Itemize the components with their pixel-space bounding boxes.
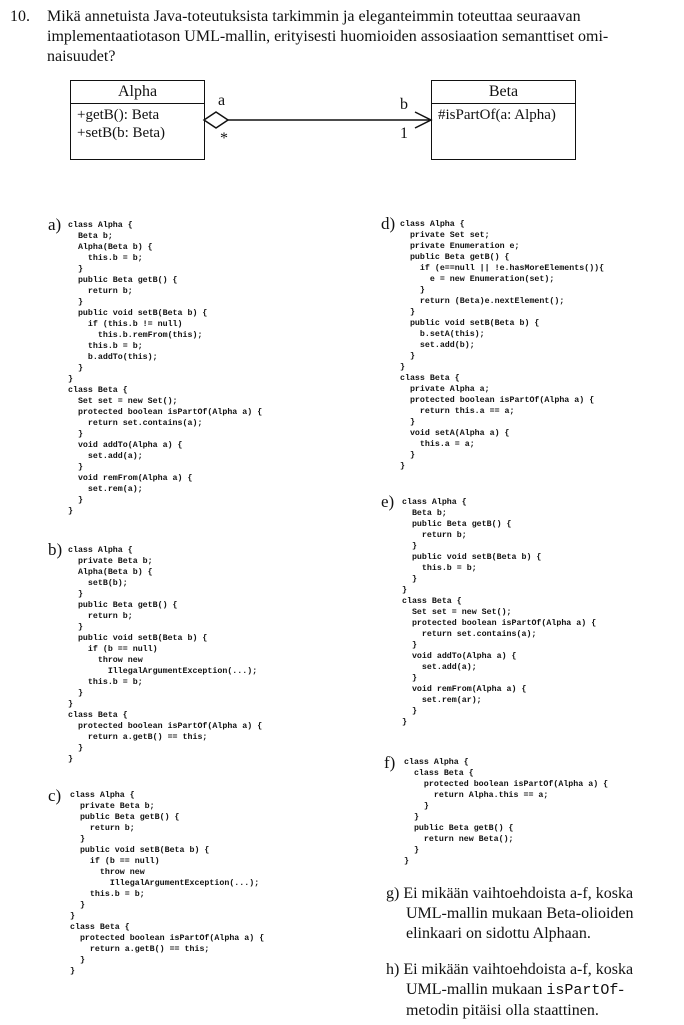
code-line: } (68, 298, 83, 307)
code-line: if (e==null || !e.hasMoreElements()){ (400, 264, 605, 273)
code-line: } (400, 363, 405, 372)
code-line: set.add(a); (402, 663, 477, 672)
code-line: } (404, 846, 419, 855)
code-line: class Beta { (70, 923, 130, 932)
code-line: public void setB(Beta b) { (400, 319, 540, 328)
uml-alpha-op-getb: +getB(): Beta (77, 107, 160, 123)
code-line: private Set set; (400, 231, 490, 240)
code-line: } (68, 689, 83, 698)
code-line: class Beta { (68, 386, 128, 395)
code-line: return a.getB() == this; (70, 945, 210, 954)
uml-class-alpha (70, 80, 205, 160)
code-line: } (404, 802, 429, 811)
code-line: class Alpha { (402, 498, 467, 507)
code-line: Alpha(Beta b) { (68, 243, 153, 252)
option-h-label: h) (386, 961, 400, 978)
code-line: } (68, 700, 73, 709)
option-g-line-3: elinkaari on sidottu Alphaan. (406, 925, 591, 942)
code-line: } (70, 901, 85, 910)
code-line: if (b == null) (68, 645, 158, 654)
option-b-label: b) (48, 540, 63, 559)
code-line: class Beta { (68, 711, 128, 720)
code-line: set.rem(a); (68, 485, 143, 494)
uml-beta-title: Beta (432, 81, 575, 104)
uml-role-b: b (400, 96, 408, 113)
code-line: private Beta b; (70, 802, 155, 811)
code-line: } (400, 418, 415, 427)
code-line: return a.getB() == this; (68, 733, 208, 742)
code-line: } (402, 674, 417, 683)
option-b-code (68, 545, 262, 765)
code-line: private Alpha a; (400, 385, 490, 394)
code-line: setB(b); (68, 579, 128, 588)
code-line: this.b.remFrom(this); (68, 331, 203, 340)
code-line: class Beta { (404, 769, 474, 778)
code-line: } (68, 590, 83, 599)
uml-alpha-op-setb: +setB(b: Beta) (77, 125, 166, 141)
option-h (386, 960, 633, 1021)
code-line: return (Beta)e.nextElement(); (400, 297, 565, 306)
question-line-2: implementaatiotason UML-mallin, erityisesti huomioiden assosiaation semanttiset omi- (47, 28, 609, 45)
code-line: public Beta getB() { (402, 520, 512, 529)
code-line: if (b == null) (70, 857, 160, 866)
code-line: public void setB(Beta b) { (70, 846, 210, 855)
code-line: return b; (68, 612, 133, 621)
code-line: b.addTo(this); (68, 353, 158, 362)
code-line: throw new (68, 656, 143, 665)
code-line: } (68, 755, 73, 764)
code-line: } (400, 352, 415, 361)
code-line: class Beta { (400, 374, 460, 383)
code-line: } (402, 641, 417, 650)
code-line: IllegalArgumentException(...); (70, 879, 260, 888)
code-line: } (400, 286, 425, 295)
code-line: } (68, 375, 73, 384)
code-line: Set set = new Set(); (402, 608, 512, 617)
code-line: class Alpha { (400, 220, 465, 229)
code-line: Beta b; (68, 232, 113, 241)
option-e-code (402, 497, 596, 728)
code-line: IllegalArgumentException(...); (68, 667, 258, 676)
uml-mult-alpha: * (220, 130, 228, 147)
uml-beta-op-ispartof: #isPartOf(a: Alpha) (438, 107, 556, 123)
code-line: public void setB(Beta b) { (402, 553, 542, 562)
question-line-1: Mikä annetuista Java-toteutuksista tarkimmin ja eleganteimmin toteuttaa seuraavan (47, 8, 581, 25)
code-line: public Beta getB() { (68, 601, 178, 610)
code-line: set.add(a); (68, 452, 143, 461)
option-a-label: a) (48, 215, 62, 234)
code-line: public Beta getB() { (404, 824, 514, 833)
code-line: public Beta getB() { (68, 276, 178, 285)
code-line: class Alpha { (404, 758, 469, 767)
code-line: void remFrom(Alpha a) { (402, 685, 527, 694)
code-line: private Enumeration e; (400, 242, 520, 251)
code-line: return set.contains(a); (402, 630, 537, 639)
option-h-line-2-post: - (618, 981, 624, 998)
option-f-label: f) (384, 753, 396, 772)
code-line: this.a = a; (400, 440, 475, 449)
code-line: } (400, 462, 405, 471)
code-line: public Beta getB() { (400, 253, 510, 262)
option-g-line-1: Ei mikään vaihtoehdoista a-f, koska (403, 885, 634, 902)
code-line: this.b = b; (68, 342, 143, 351)
code-line: return b; (70, 824, 135, 833)
code-line: } (400, 308, 415, 317)
code-line: } (404, 857, 409, 866)
code-line: } (70, 956, 85, 965)
option-h-line-1: Ei mikään vaihtoehdoista a-f, koska (403, 961, 634, 978)
option-f-code (404, 757, 608, 867)
code-line: } (402, 707, 417, 716)
code-line: } (68, 496, 83, 505)
code-line: e = new Enumeration(set); (400, 275, 555, 284)
option-g (386, 884, 634, 944)
code-line: } (68, 463, 83, 472)
option-d-code (400, 219, 604, 472)
code-line: this.b = b; (68, 254, 143, 263)
code-line: public void setB(Beta b) { (68, 634, 208, 643)
code-line: void addTo(Alpha a) { (68, 441, 183, 450)
code-line: } (70, 835, 85, 844)
code-line: private Beta b; (68, 557, 153, 566)
code-line: class Alpha { (68, 221, 133, 230)
code-line: } (70, 967, 75, 976)
code-line: protected boolean isPartOf(Alpha a) { (400, 396, 595, 405)
code-line: Alpha(Beta b) { (68, 568, 153, 577)
option-c-code (70, 790, 264, 977)
code-line: void setA(Alpha a) { (400, 429, 510, 438)
question-line-3: naisuudet? (47, 48, 116, 65)
code-line: public Beta getB() { (70, 813, 180, 822)
code-line: return b; (68, 287, 133, 296)
option-d-label: d) (381, 214, 396, 233)
option-h-ispartof-code: isPartOf (546, 982, 619, 999)
code-line: } (402, 575, 417, 584)
option-c-label: c) (48, 786, 62, 805)
code-line: b.setA(this); (400, 330, 485, 339)
code-line: } (68, 623, 83, 632)
code-line: } (70, 912, 75, 921)
code-line: void addTo(Alpha a) { (402, 652, 517, 661)
code-line: } (402, 542, 417, 551)
code-line: return set.contains(a); (68, 419, 203, 428)
code-line: } (404, 813, 419, 822)
code-line: this.b = b; (70, 890, 145, 899)
code-line: } (68, 744, 83, 753)
option-g-line-2: UML-mallin mukaan Beta-olioiden (406, 905, 634, 922)
code-line: public void setB(Beta b) { (68, 309, 208, 318)
code-line: return this.a == a; (400, 407, 515, 416)
option-e-label: e) (381, 492, 395, 511)
code-line: protected boolean isPartOf(Alpha a) { (402, 619, 597, 628)
code-line: return Alpha.this == a; (404, 791, 549, 800)
code-line: } (68, 364, 83, 373)
code-line: if (this.b != null) (68, 320, 183, 329)
code-line: return new Beta(); (404, 835, 514, 844)
code-line: this.b = b; (402, 564, 477, 573)
code-line: set.add(b); (400, 341, 475, 350)
code-line: class Alpha { (68, 546, 133, 555)
code-line: } (402, 718, 407, 727)
code-line: Set set = new Set(); (68, 397, 178, 406)
aggregation-diamond-icon (204, 112, 228, 128)
uml-role-a: a (218, 92, 226, 109)
code-line: } (68, 430, 83, 439)
question-number: 10. (10, 8, 30, 25)
code-line: return b; (402, 531, 467, 540)
code-line: void remFrom(Alpha a) { (68, 474, 193, 483)
code-line: class Alpha { (70, 791, 135, 800)
code-line: } (68, 507, 73, 516)
option-g-label: g) (386, 885, 400, 902)
code-line: class Beta { (402, 597, 462, 606)
code-line: } (402, 586, 407, 595)
code-line: throw new (70, 868, 145, 877)
uml-alpha-title: Alpha (71, 81, 204, 104)
option-h-line-3: metodin pitäisi olla staattinen. (406, 1002, 599, 1019)
code-line: Beta b; (402, 509, 447, 518)
code-line: set.rem(ar); (402, 696, 482, 705)
code-line: protected boolean isPartOf(Alpha a) { (70, 934, 265, 943)
code-line: protected boolean isPartOf(Alpha a) { (404, 780, 609, 789)
uml-mult-beta: 1 (400, 125, 408, 142)
code-line: protected boolean isPartOf(Alpha a) { (68, 408, 263, 417)
code-line: protected boolean isPartOf(Alpha a) { (68, 722, 263, 731)
uml-class-beta (431, 80, 576, 160)
code-line: } (68, 265, 83, 274)
option-h-line-2-pre: UML-mallin mukaan (406, 981, 547, 998)
code-line: } (400, 451, 415, 460)
code-line: this.b = b; (68, 678, 143, 687)
option-a-code (68, 220, 262, 517)
